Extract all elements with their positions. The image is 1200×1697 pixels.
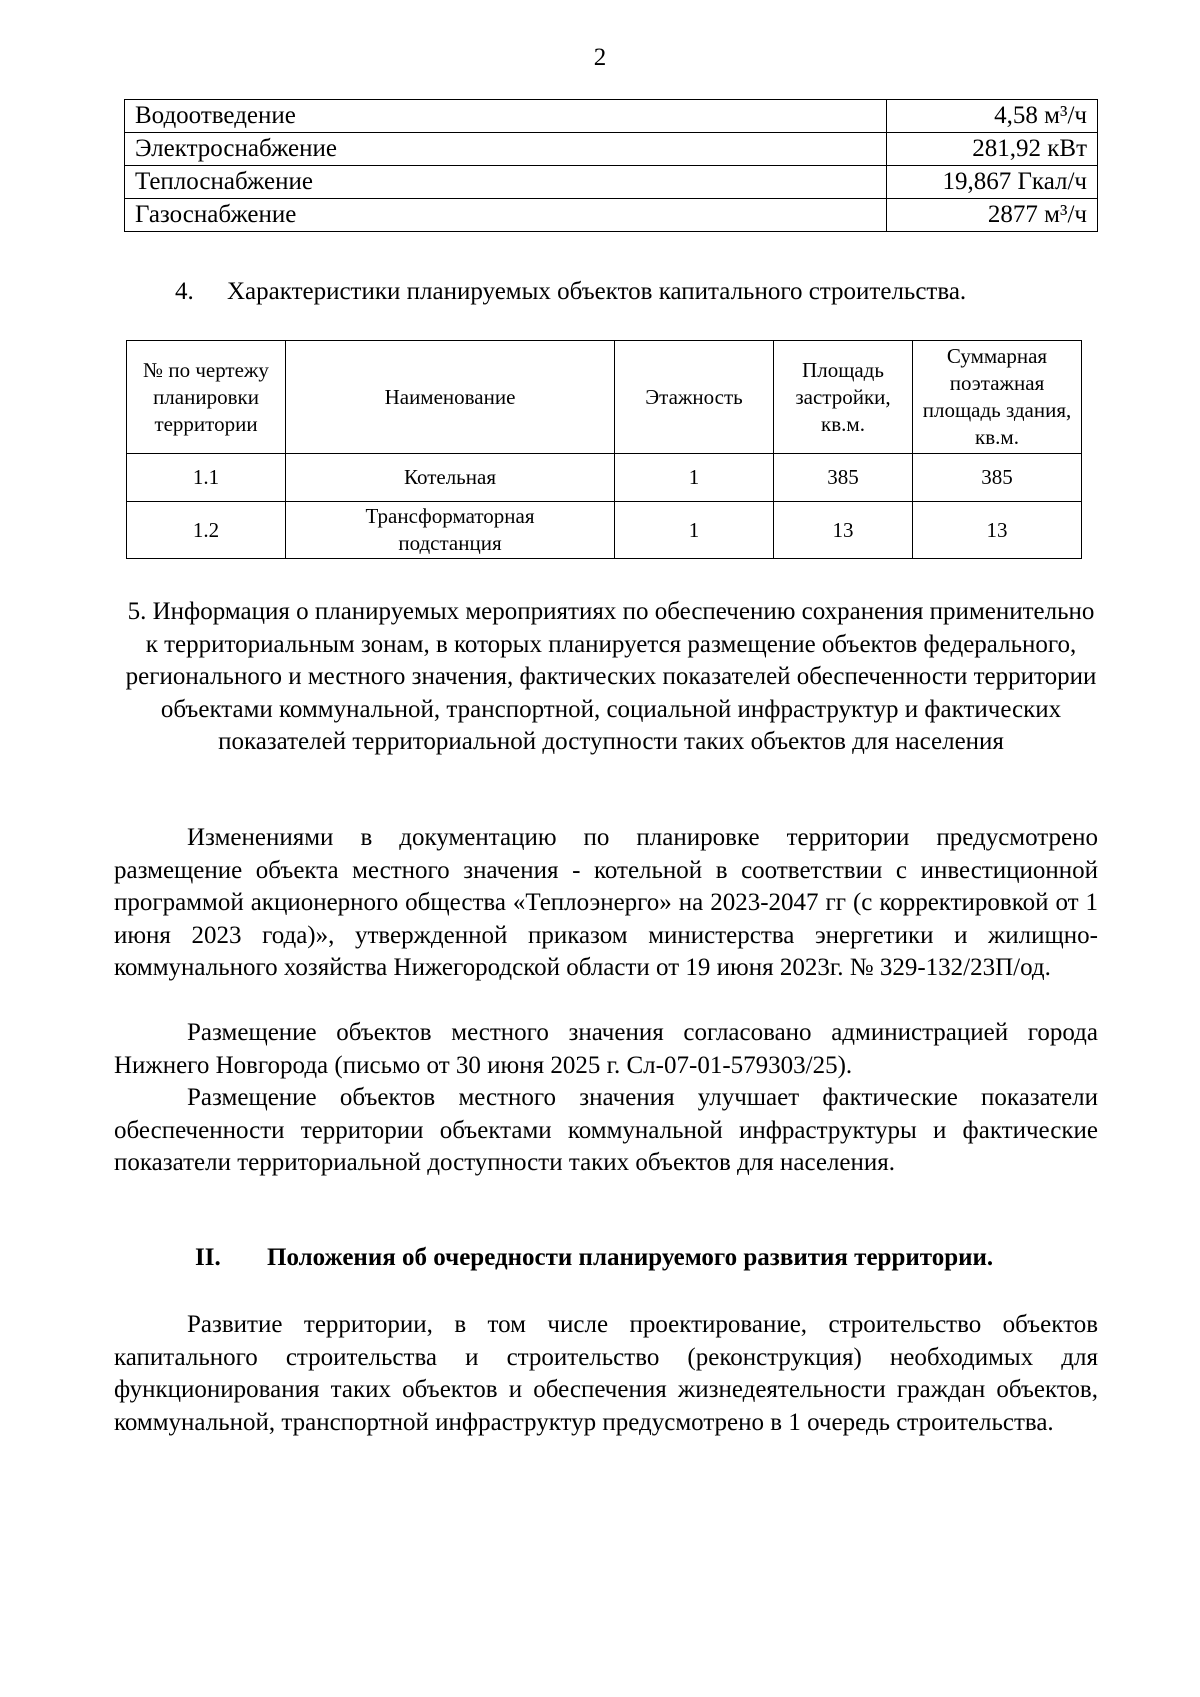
table-row bbox=[125, 166, 1098, 199]
column-header: Этажность bbox=[615, 341, 774, 454]
resource-value: 281,92 кВт bbox=[887, 133, 1098, 166]
paragraph: Изменениями в документацию по планировке территории предусмотрено размещение объекта местного значения - котельной в соответствии с инвестиционной программой акционерного общества «Теплоэнерго» на 2023-2047 гг (с корректировкой от 1 июня 2023 года)», утвержденной приказом министерства энергетики и жилищно-коммунального хозяйства Нижегородской области от 19 июня 2023г. № 329-132/23П/од. bbox=[114, 824, 1098, 981]
resource-value: 4,58 м³/ч bbox=[887, 100, 1098, 133]
section-number: II. bbox=[195, 1244, 221, 1271]
resource-value: 19,867 Гкал/ч bbox=[887, 166, 1098, 199]
table-row bbox=[127, 502, 1082, 559]
resource-name: Водоотведение bbox=[125, 100, 887, 133]
table-row bbox=[125, 199, 1098, 232]
objects-table bbox=[126, 340, 1082, 559]
column-header: № по чертежу планировки территории bbox=[127, 341, 286, 454]
table-cell: 1 bbox=[615, 502, 774, 559]
table-row bbox=[125, 100, 1098, 133]
table-cell: Котельная bbox=[286, 454, 615, 502]
table-cell: 385 bbox=[774, 454, 913, 502]
column-header: Площадь застройки, кв.м. bbox=[774, 341, 913, 454]
table-cell: 13 bbox=[774, 502, 913, 559]
table-cell: Трансформаторная подстанция bbox=[286, 502, 615, 559]
table-cell: 1.2 bbox=[127, 502, 286, 559]
paragraph: Размещение объектов местного значения согласовано администрацией города Нижнего Новгорода (письмо от 30 июня 2025 г. Сл-07-01-579303/25). bbox=[114, 1019, 1098, 1079]
resource-name: Газоснабжение bbox=[125, 199, 887, 232]
section-5-heading: 5. Информация о планируемых мероприятиях по обеспечению сохранения применительно к территориальным зонам, в которых планируется размещение объектов федерального, регионального и местного значения, фактических показателей обеспеченности территории объектами коммунальной, транспортной, социальной инфраструктур и фактических показателей территориальной доступности таких объектов для населения bbox=[125, 598, 1097, 755]
section-number: 4. bbox=[175, 278, 194, 305]
column-header: Наименование bbox=[286, 341, 615, 454]
resources-table bbox=[124, 99, 1098, 232]
column-header: Суммарная поэтажная площадь здания, кв.м. bbox=[913, 341, 1082, 454]
resource-value: 2877 м³/ч bbox=[887, 199, 1098, 232]
paragraph: Размещение объектов местного значения улучшает фактические показатели обеспеченности территории объектами коммунальной инфраструктуры и фактические показатели территориальной доступности таких объектов для населения. bbox=[114, 1084, 1098, 1176]
paragraph: Развитие территории, в том числе проектирование, строительство объектов капитального строительства и строительство (реконструкция) необходимых для функционирования таких объектов и обеспечения жизнедеятельности граждан объектов, коммунальной, транспортной инфраструктур предусмотрено в 1 очередь строительства. bbox=[114, 1311, 1098, 1436]
section-4-heading bbox=[175, 278, 966, 306]
table-row bbox=[125, 133, 1098, 166]
section-title: Характеристики планируемых объектов капитального строительства. bbox=[227, 278, 967, 305]
table-cell: 13 bbox=[913, 502, 1082, 559]
table-cell: 1 bbox=[615, 454, 774, 502]
table-header-row bbox=[127, 341, 1082, 454]
resource-name: Электроснабжение bbox=[125, 133, 887, 166]
section-2-heading bbox=[195, 1244, 993, 1272]
resource-name: Теплоснабжение bbox=[125, 166, 887, 199]
table-cell: 1.1 bbox=[127, 454, 286, 502]
table-cell: 385 bbox=[913, 454, 1082, 502]
section-title: Положения об очередности планируемого развития территории. bbox=[267, 1244, 994, 1271]
page-number: 2 bbox=[593, 44, 607, 71]
table-row bbox=[127, 454, 1082, 502]
